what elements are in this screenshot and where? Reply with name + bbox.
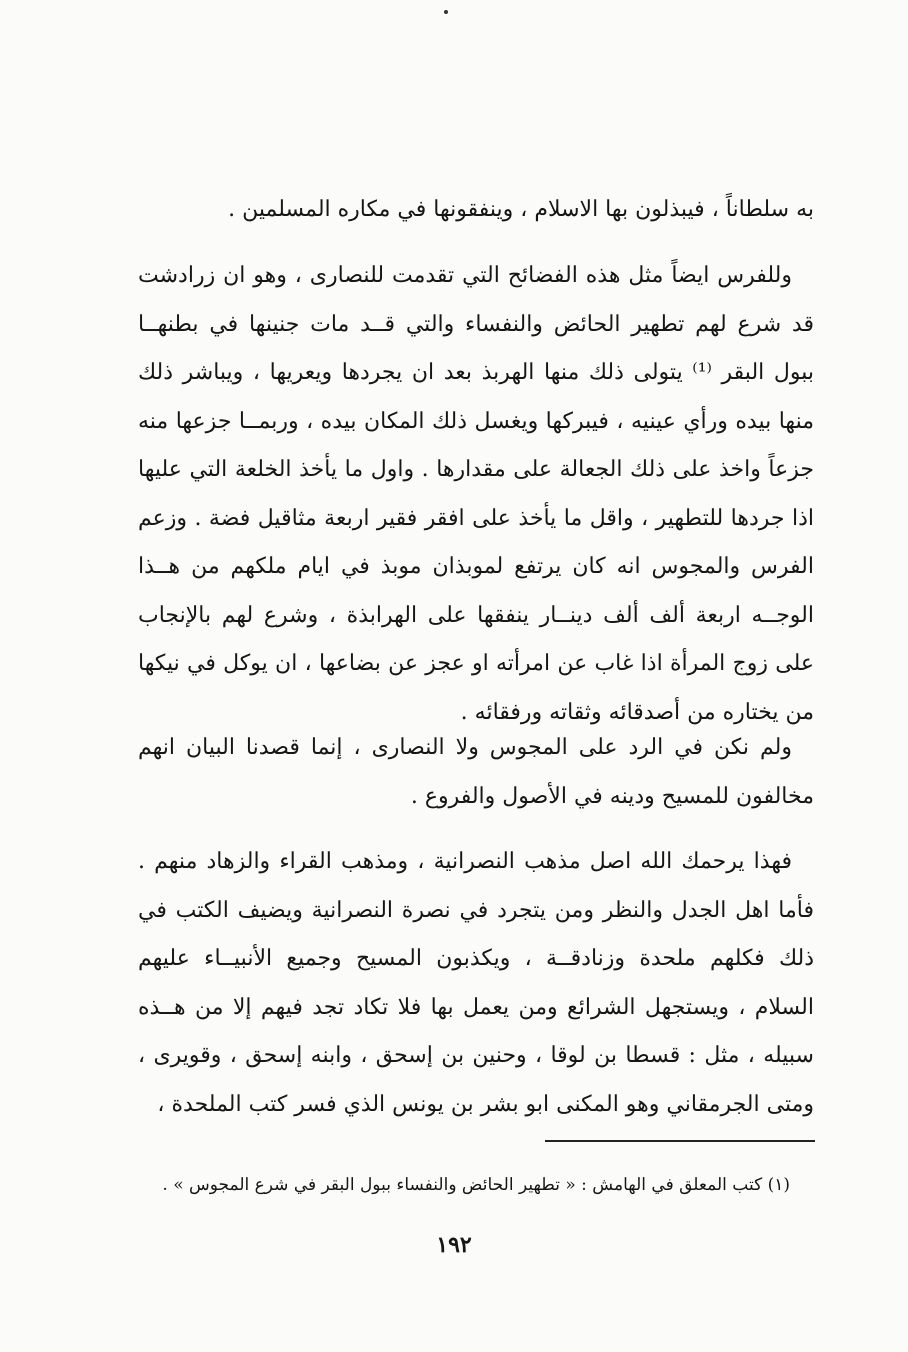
paragraph-2: وللفرس ايضاً مثل هذه الفضائح التي تقدمت للنصارى ، وهو ان زرادشت قد شرع لهم تطهير الحائض والنفساء والتي قــد مات جنينها في بطنهــا ببول البقر ⁽¹⁾ يتولى ذلك منها الهربذ بعد ان يجردها ويعريها ، ويباشر ذلك منها بيده ورأي عينيه ، فيبركها ويغسل ذلك المكان بيده ، وربمــا جزعها منه جزعاً واخذ على ذلك الجعالة على مقدارها . واول ما يأخذ الخلعة التي عليها اذا جردها للتطهير ، واقل ما يأخذ على افقر فقير اربعة مثاقيل فضة . وزعم الفرس والمجوس انه كان يرتفع لموبذان موبذ في ايام ملكهم من هــذا الوجــه اربعة ألف ألف دينــار ينفقها على الهرابذة ، وشرع لهم بالإنجاب على زوج المرأة اذا غاب عن امرأته او عجز عن بضاعها ، ان يوكل في نيكها من يختاره من أصدقائه وثقاته ورفقائه .	[138, 263, 815, 725]
body-text	[138, 252, 814, 737]
top-mark	[444, 10, 448, 14]
footnote-divider	[545, 1140, 815, 1142]
footnote: (١) كتب المعلق في الهامش : « تطهير الحائض والنفساء ببول البقر في شرع المجوس » .	[162, 1175, 790, 1195]
body-text	[138, 838, 814, 1129]
paragraph-1: به سلطاناً ، فيبذلون بها الاسلام ، وينفقونها في مكاره المسلمين .	[228, 197, 814, 222]
paragraph-4: فهذا يرحمك الله اصل مذهب النصرانية ، ومذهب القراء والزهاد منهم . فأما اهل الجدل والنظر ومن يتجرد في نصرة النصرانية ويضيف الكتب في ذلك فكلهم ملحدة وزنادقــة ، ويكذبون المسيح وجميع الأنبيــاء عليهم السلام ، ويستجهل الشرائع ومن يعمل بها فلا تكاد تجد فيهم إلا من هــذه سبيله ، مثل : قسطا بن لوقا ، وحنين بن إسحق ، وابنه إسحق ، وقويرى ، ومتى الجرمقاني وهو المكنى ابو بشر بن يونس الذي فسر كتب الملحدة ،	[138, 849, 814, 1117]
body-text	[138, 186, 814, 235]
page-number: ١٩٢	[436, 1232, 472, 1258]
paragraph-3: ولم نكن في الرد على المجوس ولا النصارى ، إنما قصدنا البيان انهم مخالفون للمسيح ودينه في الأصول والفروع .	[138, 735, 814, 809]
body-text	[138, 724, 814, 821]
